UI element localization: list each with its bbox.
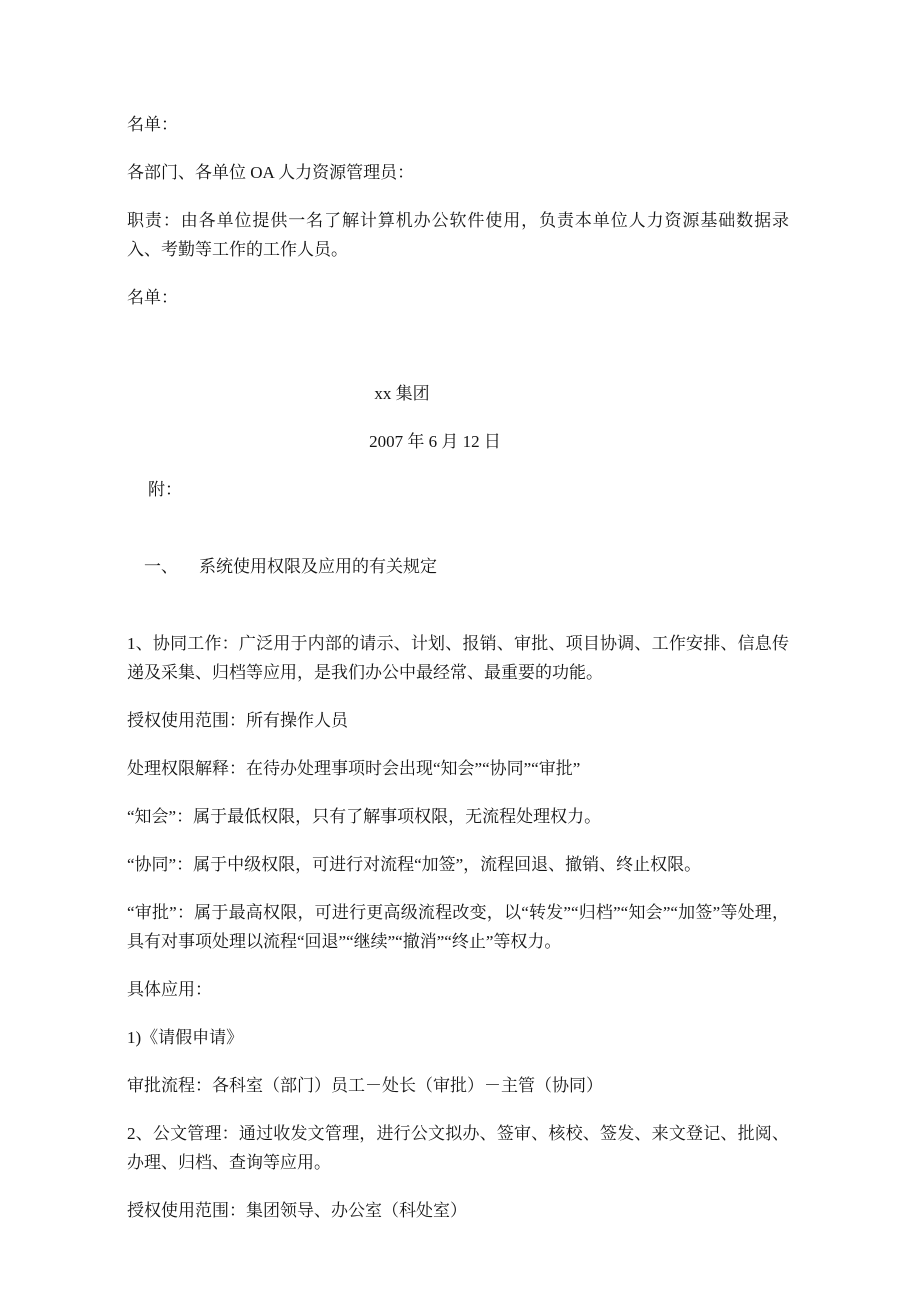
xietong-permission-paragraph: “协同”：属于中级权限，可进行对流程“加签”，流程回退、撤销、终止权限。 [127,855,702,874]
recipients-line: 各部门、各单位 OA 人力资源管理员： [127,163,415,182]
approval-flow-line: 审批流程：各科室（部门）员工－处长（审批）－主管（协同） [127,1076,603,1095]
blank-line [127,331,789,360]
signature-date: 2007 年 6 月 12 日 [369,432,501,451]
shenpi-permission-paragraph: “审批”：属于最高权限，可进行更高级流程改变，以“转发”“归档”“知会”“加签”等处理，具有对事项处理以流程“回退”“继续”“撤消”“终止”等权力。 [127,903,789,951]
name-list-label-2: 名单： [127,288,178,307]
signature-org: xx 集团 [374,384,430,403]
collaboration-work-paragraph: 1、协同工作：广泛用于内部的请示、计划、报销、审批、项目协调、工作安排、信息传递及采集、归档等应用，是我们办公中最经常、最重要的功能。 [127,634,789,682]
specific-application-label: 具体应用： [127,980,212,999]
leave-request-item: 1)《请假申请》 [127,1028,244,1047]
zhihui-permission-paragraph: “知会”：属于最低权限，只有了解事项权限，无流程处理权力。 [127,807,602,826]
attachment-label: 附： [148,480,182,499]
authorized-scope-line-2: 授权使用范围：集团领导、办公室（科处室） [127,1201,467,1220]
permission-explanation-line: 处理权限解释：在待办处理事项时会出现“知会”“协同”“审批” [127,759,581,778]
authorized-scope-line: 授权使用范围：所有操作人员 [127,711,348,730]
section-one-heading [127,523,789,610]
name-list-label: 名单： [127,115,178,134]
document-management-paragraph: 2、公文管理：通过收发文管理，进行公文拟办、签审、核校、签发、来文登记、批阅、办理、归档、查询等应用。 [127,1124,789,1172]
hr-manager-duty-paragraph: 职责：由各单位提供一名了解计算机办公软件使用，负责本单位人力资源基础数据录入、考勤等工作的工作人员。 [127,211,789,259]
section-one-title: 系统使用权限及应用的有关规定 [199,557,437,576]
section-one-number: 一、 [144,557,178,576]
